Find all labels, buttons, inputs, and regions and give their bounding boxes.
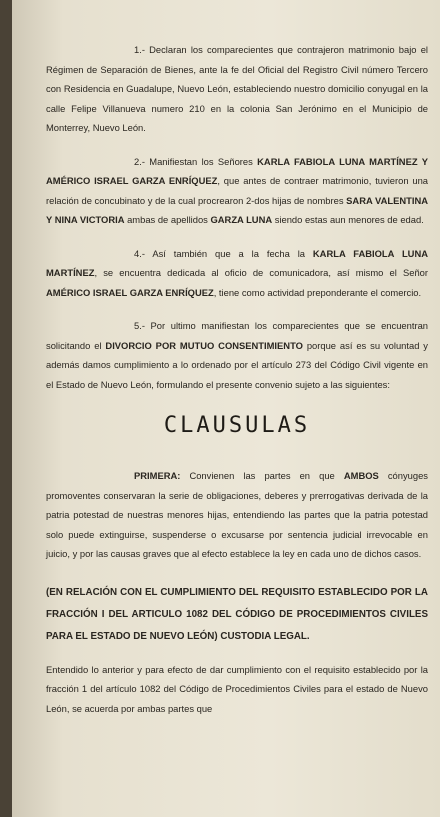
paragraph-4 — [46, 244, 428, 303]
paragraph-5-intro: 5.- Por ultimo manifiestan los comparecientes que se encuentran solicitando el — [46, 320, 428, 351]
paragraph-2 — [46, 152, 428, 230]
paragraph-1 — [46, 40, 428, 138]
last-paragraph-text: Entendido lo anterior y para efecto de dar cumplimiento con el requisito establecido por la fracción 1 del artículo 1082 del Código de Procedimientos Civiles para el estado de Nuevo León, se acuerda por ambas partes que — [46, 663, 428, 714]
paragraph-5-body: porque así es su voluntad y además damos cumplimiento a lo ordenado por el artículo 273 del Código Civil vigente en el Estado de Nuevo León, formulando el presente convenio sujeto a las siguientes: — [46, 339, 428, 390]
divorce-type: DIVORCIO POR MUTUO CONSENTIMIENTO — [105, 339, 303, 351]
paragraph-5 — [46, 316, 428, 394]
paragraph-2-connector: ambas de apellidos — [124, 214, 211, 225]
mother-name: KARLA FABIOLA LUNA MARTÍNEZ — [46, 247, 428, 278]
clause-primera — [46, 466, 428, 564]
clause-primera-body: cónyuges promoventes conservaran la serie de obligaciones, deberes y prerrogativas derivada de la patria potestad de nuestras menores hijas, entendiendo las partes que la patria potestad solo puede extinguirse, suspenderse o excusarse por sentencia judicial irrevocable en juicio, y por las causas graves que al efecto establece la ley en cada uno de dichos casos. — [46, 470, 428, 559]
parents-names: KARLA FABIOLA LUNA MARTÍNEZ Y AMÉRICO ISRAEL GARZA ENRÍQUEZ — [46, 155, 428, 186]
children-names: SARA VALENTINA Y NINA VICTORIA — [46, 194, 428, 225]
father-name: AMÉRICO ISRAEL GARZA ENRÍQUEZ — [46, 286, 214, 298]
document-page — [12, 0, 440, 817]
children-surname: GARZA LUNA — [210, 214, 273, 225]
section-title: CLAUSULAS — [163, 413, 311, 438]
custody-heading: (EN RELACIÓN CON EL CUMPLIMIENTO DEL REQUISITO ESTABLECIDO POR LA FRACCIÓN I DEL ARTICULO 1082 DEL CÓDIGO DE PROCEDIMIENTOS CIVILES PARA EL ESTADO DE NUEVO LEÓN) CUSTODIA LEGAL. — [46, 586, 428, 642]
clause-ambos: AMBOS — [343, 470, 379, 481]
paragraph-4-body: , se encuentra dedicada al oficio de comunicadora, así mismo el Señor — [94, 267, 428, 278]
paragraph-1-text: 1.- Declaran los comparecientes que contrajeron matrimonio bajo el Régimen de Separación de Bienes, ante la fe del Oficial del Registro Civil número Tercero con Residencia en Guadalupe, Nuevo León, estableciendo nuestro domicilio conyugal en la calle Felipe Villanueva numero 210 en la colonia San Jerónimo en el Municipio de Monterrey, Nuevo León. — [46, 44, 428, 133]
last-paragraph — [46, 660, 428, 719]
clause-primera-intro: Convienen las partes en que — [180, 470, 344, 481]
clause-label: PRIMERA: — [134, 470, 181, 481]
paragraph-2-intro: 2.- Manifiestan los Señores — [134, 155, 258, 167]
paragraph-2-body: , que antes de contraer matrimonio, tuvieron una relación de concubinato y de la cual procrearon 2-dos hijas de nombres — [46, 175, 428, 206]
paragraph-2-end: siendo estas aun menores de edad. — [272, 214, 424, 225]
paragraph-4-intro: 4.- Así también que a la fecha la — [134, 247, 313, 259]
paragraph-4-end: , tiene como actividad preponderante el comercio. — [213, 286, 422, 298]
